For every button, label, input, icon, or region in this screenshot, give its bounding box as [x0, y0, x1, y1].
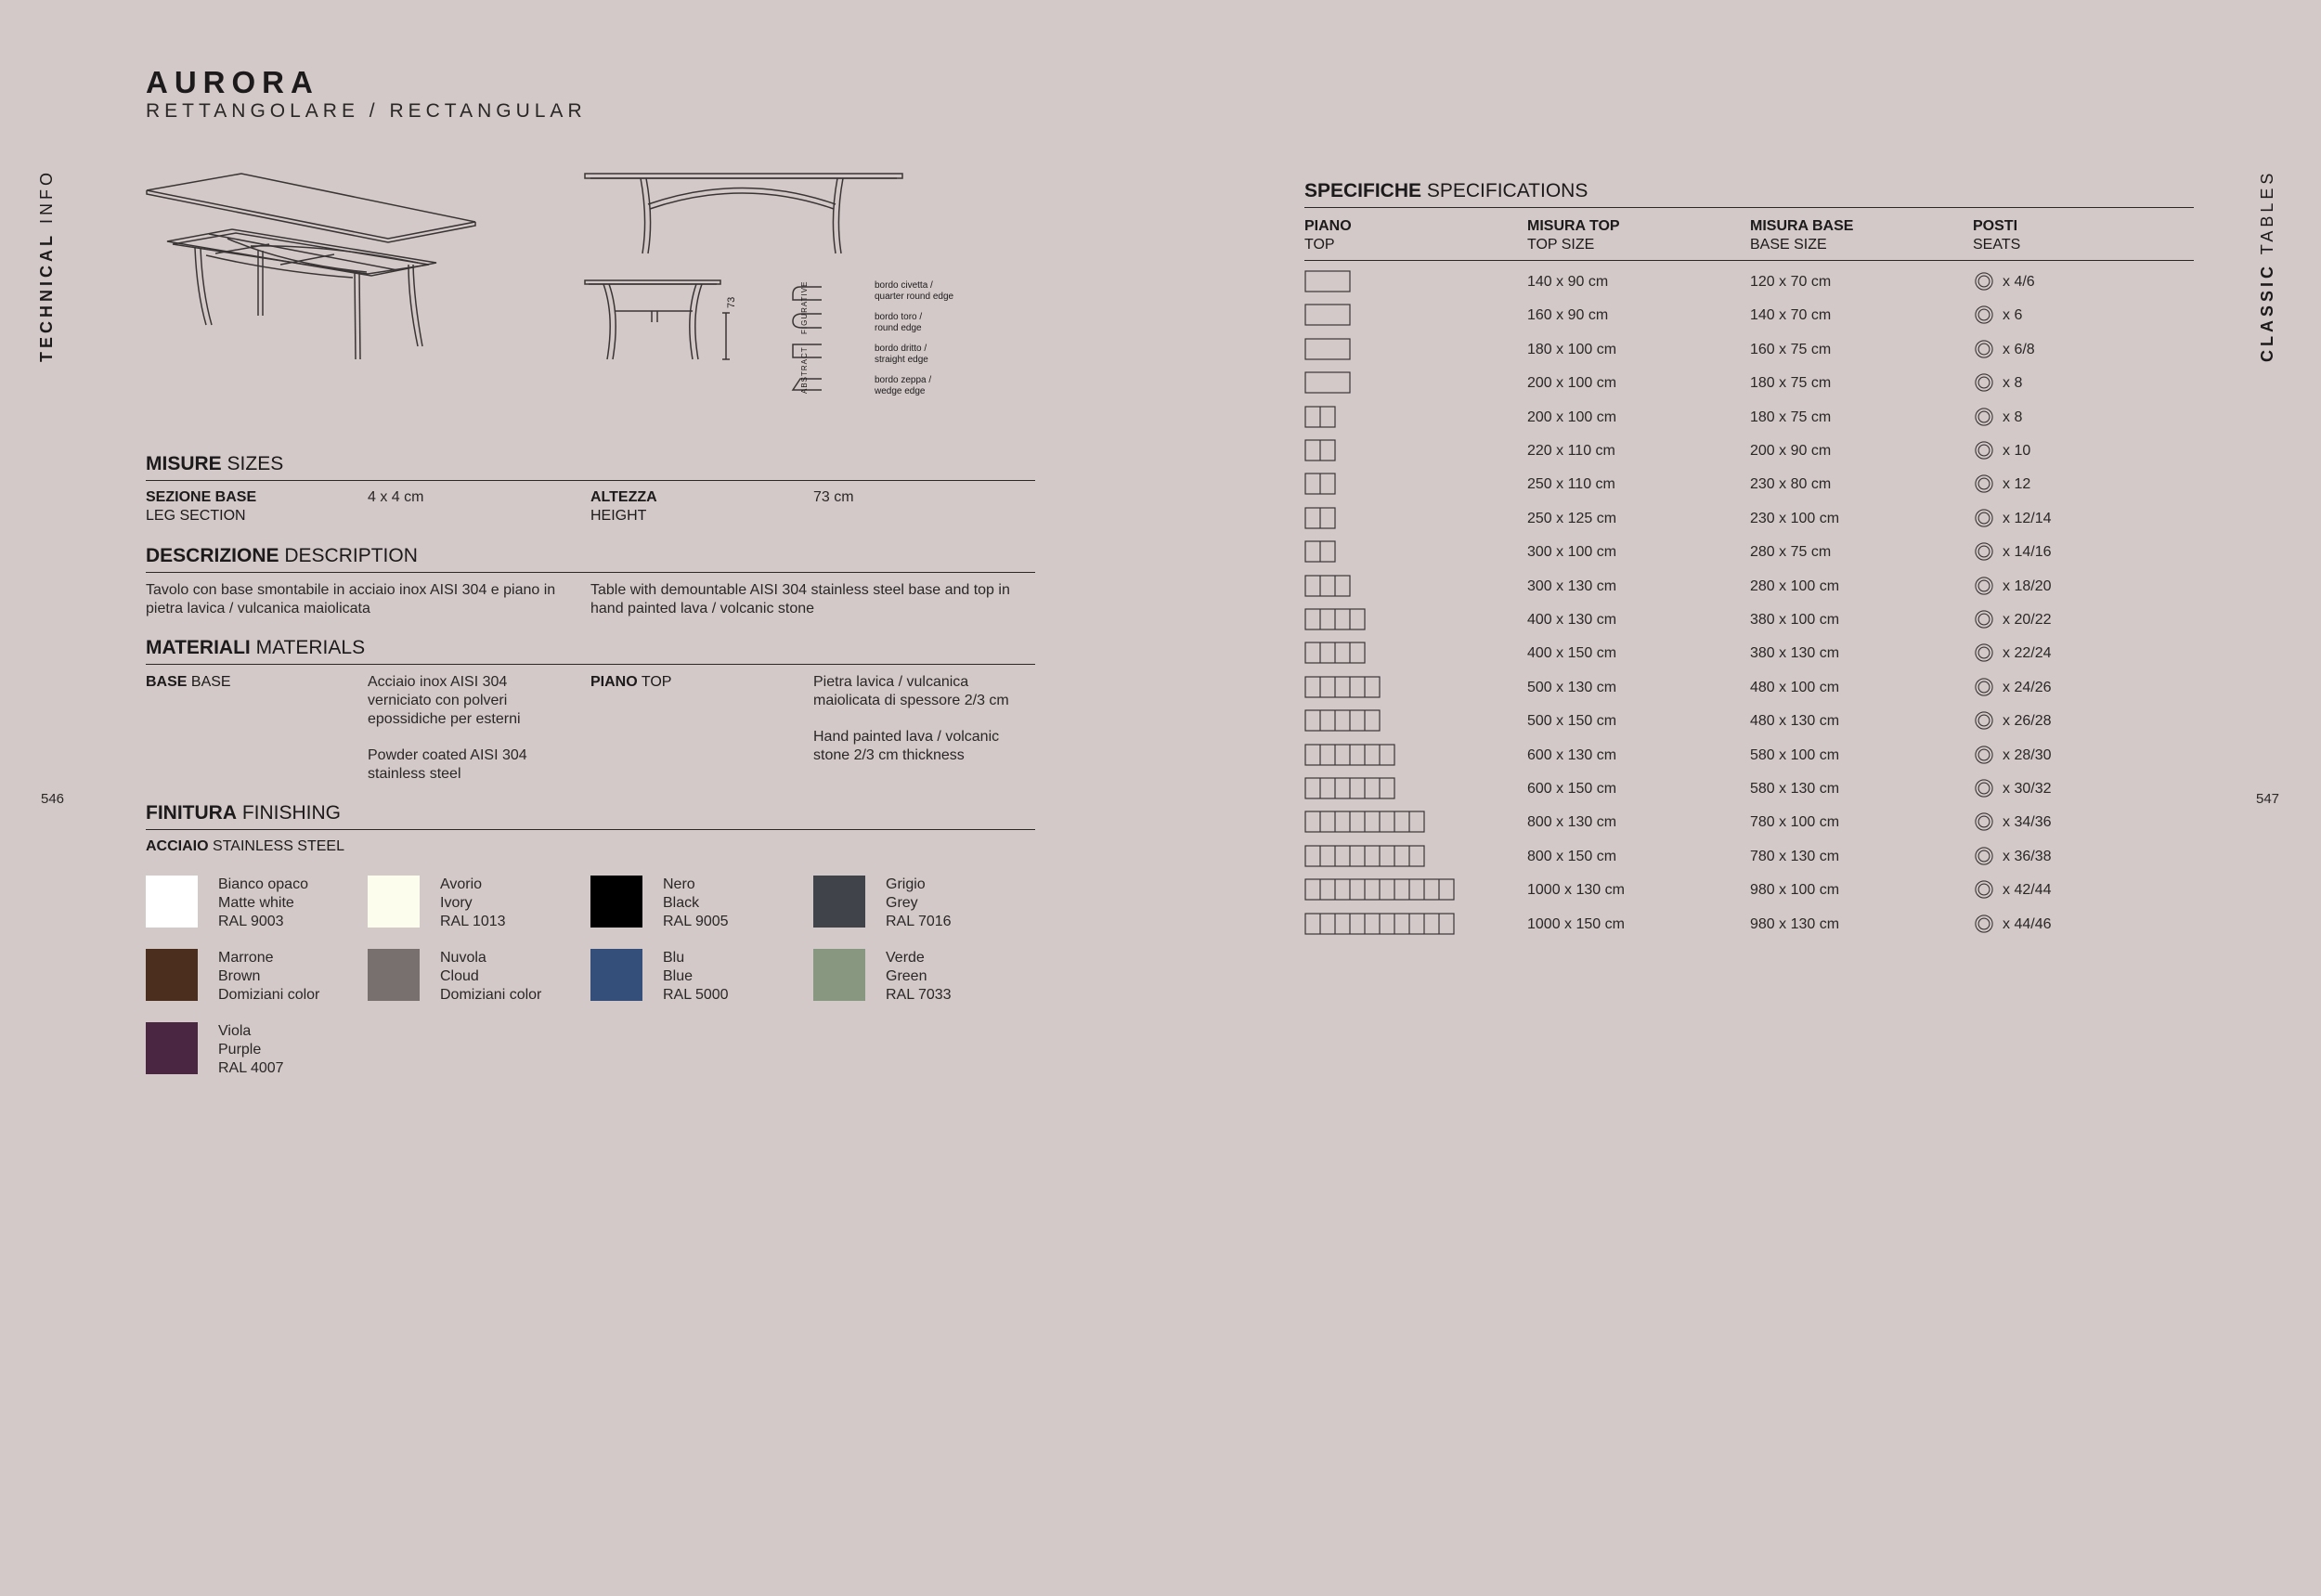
column-header-it: MISURA TOP — [1527, 218, 1620, 234]
edge-label-it: bordo toro / — [875, 312, 923, 322]
column-header — [1304, 217, 1352, 254]
swatch-label-line: Verde — [886, 950, 925, 966]
table-row — [1304, 637, 2196, 670]
color-swatch-label — [218, 1022, 284, 1078]
swatch-label-line: Blue — [663, 968, 694, 984]
edge-label-en: straight edge — [875, 355, 928, 365]
swatch-label-line: Grey — [886, 895, 918, 911]
table-row — [1304, 739, 2196, 772]
page-title: AURORA — [146, 65, 319, 99]
base-material-en: Powder coated AISI 304 stainless steel — [368, 747, 527, 782]
table-row — [1304, 772, 2196, 806]
swatch-label-line: RAL 4007 — [218, 1060, 284, 1076]
label-light: STAINLESS STEEL — [213, 838, 344, 854]
height-value: 73 cm — [813, 489, 854, 505]
edge-label-en: wedge edge — [875, 386, 926, 396]
label-en: LEG SECTION — [146, 508, 246, 524]
color-swatch-label — [886, 876, 952, 931]
top-shape-icon — [1304, 811, 1425, 835]
heading-bold: MISURE — [146, 453, 222, 474]
top-size-cell: 250 x 110 cm — [1527, 476, 1615, 493]
top-shape-icon — [1304, 304, 1351, 328]
color-swatch-label — [218, 949, 319, 1005]
color-swatch — [813, 949, 865, 1001]
seats-cell: x 42/44 — [2003, 882, 2052, 899]
label-bold: BASE — [146, 674, 188, 690]
seats-cell: x 4/6 — [2003, 274, 2035, 290]
swatch-label-line: Grigio — [886, 876, 926, 892]
side-label-classic-tables — [2258, 170, 2277, 362]
table-row — [1304, 806, 2196, 839]
seat-icon — [1975, 577, 1993, 595]
seat-icon — [1975, 610, 1993, 629]
top-size-cell: 1000 x 130 cm — [1527, 882, 1625, 899]
base-size-cell: 280 x 100 cm — [1750, 577, 1840, 594]
seat-icon — [1975, 678, 1993, 696]
seat-icon — [1975, 305, 1993, 324]
swatch-label-line: Marrone — [218, 950, 274, 966]
seats-cell: x 18/20 — [2003, 577, 2052, 594]
table-row — [1304, 536, 2196, 569]
color-swatch — [813, 876, 865, 928]
top-size-cell: 600 x 150 cm — [1527, 781, 1617, 797]
top-shape-icon — [1304, 507, 1336, 531]
seats-cell: x 12/14 — [2003, 510, 2052, 526]
seat-icon — [1975, 474, 1993, 493]
top-material-it: Pietra lavica / vulcanica maiolicata di spessore 2/3 cm — [813, 674, 1009, 708]
seat-icon — [1975, 542, 1993, 561]
top-size-cell: 200 x 100 cm — [1527, 409, 1617, 425]
seat-icon — [1975, 812, 1993, 831]
seats-cell: x 8 — [2003, 375, 2023, 392]
color-swatch-label — [440, 876, 506, 931]
column-header-en: TOP — [1304, 237, 1335, 253]
specs-header-row — [1304, 215, 2194, 261]
top-size-cell: 600 x 130 cm — [1527, 746, 1617, 763]
swatch-label-line: Cloud — [440, 968, 479, 984]
swatch-label-line: Brown — [218, 968, 261, 984]
base-label — [146, 673, 231, 692]
seat-icon — [1975, 340, 1993, 358]
top-size-cell: 140 x 90 cm — [1527, 274, 1609, 290]
swatch-label-line: RAL 9005 — [663, 914, 729, 929]
swatch-label-line: Avorio — [440, 876, 483, 892]
table-perspective-drawing — [147, 174, 475, 359]
leg-section-label — [146, 488, 256, 526]
height-label — [590, 488, 657, 526]
color-swatch-label — [440, 949, 541, 1005]
base-size-cell: 120 x 70 cm — [1750, 274, 1832, 290]
seat-icon — [1975, 779, 1993, 798]
group-label-figurative: FIGURATIVE — [800, 280, 809, 334]
swatch-label-line: Ivory — [440, 895, 473, 911]
color-swatch — [368, 949, 420, 1001]
swatch-label-line: Bianco opaco — [218, 876, 308, 892]
base-size-cell: 980 x 130 cm — [1750, 915, 1840, 932]
column-header — [1973, 217, 2020, 254]
base-size-cell: 200 x 90 cm — [1750, 443, 1832, 459]
top-size-cell: 250 x 125 cm — [1527, 510, 1617, 526]
base-size-cell: 180 x 75 cm — [1750, 409, 1832, 425]
edge-label-en: quarter round edge — [875, 292, 954, 302]
heading-bold: FINITURA — [146, 802, 237, 824]
heading-bold: MATERIALI — [146, 637, 251, 658]
top-size-cell: 400 x 150 cm — [1527, 645, 1617, 662]
swatch-label-line: RAL 7016 — [886, 914, 952, 929]
color-swatch — [146, 876, 198, 928]
seat-icon — [1975, 373, 1993, 392]
color-swatch-label — [663, 876, 729, 931]
label-light: BASE — [190, 674, 231, 690]
leg-section-value: 4 x 4 cm — [368, 489, 424, 505]
top-material-en: Hand painted lava / volcanic stone 2/3 cm thickness — [813, 729, 1000, 763]
base-size-cell: 230 x 80 cm — [1750, 476, 1832, 493]
table-row — [1304, 874, 2196, 907]
top-size-cell: 400 x 130 cm — [1527, 612, 1617, 628]
edge-label-it: bordo civetta / — [875, 280, 933, 291]
heading-bold: SPECIFICHE — [1304, 180, 1422, 201]
side-label-light: TABLES — [2258, 169, 2276, 255]
top-size-cell: 500 x 150 cm — [1527, 713, 1617, 730]
seat-icon — [1975, 746, 1993, 764]
seats-cell: x 12 — [2003, 476, 2031, 493]
swatch-label-line: RAL 7033 — [886, 987, 952, 1003]
column-header-it: PIANO — [1304, 218, 1352, 234]
edge-label — [875, 344, 928, 366]
table-row — [1304, 266, 2196, 299]
description-en: Table with demountable AISI 304 stainless steel base and top in hand painted lava / volcanic stone — [590, 582, 1010, 616]
side-label-light: INFO — [37, 168, 56, 224]
heading-light: DESCRIPTION — [284, 545, 418, 566]
heading-bold: DESCRIZIONE — [146, 545, 279, 566]
heading-light: SPECIFICATIONS — [1426, 180, 1588, 201]
top-shape-icon — [1304, 744, 1395, 768]
page-number-right: 547 — [2256, 791, 2280, 807]
top-shape-icon — [1304, 575, 1351, 599]
table-row — [1304, 502, 2196, 536]
swatch-label-line: RAL 5000 — [663, 987, 729, 1003]
swatch-label-line: Domiziani color — [440, 987, 542, 1003]
heading-light: SIZES — [227, 453, 284, 474]
edge-label-en: round edge — [875, 323, 922, 333]
side-label-bold: TECHNICAL — [37, 232, 56, 362]
seats-cell: x 26/28 — [2003, 713, 2052, 730]
table-row — [1304, 435, 2196, 468]
table-front-elevation — [585, 280, 730, 359]
base-size-cell: 180 x 75 cm — [1750, 375, 1832, 392]
color-swatch — [590, 949, 642, 1001]
top-size-cell: 300 x 130 cm — [1527, 577, 1617, 594]
table-row — [1304, 908, 2196, 941]
base-material-it: Acciaio inox AISI 304 verniciato con polveri epossidiche per esterni — [368, 674, 521, 727]
seat-icon — [1975, 441, 1993, 460]
seats-cell: x 6 — [2003, 307, 2023, 324]
seats-cell: x 28/30 — [2003, 746, 2052, 763]
seats-cell: x 44/46 — [2003, 915, 2052, 932]
color-swatch — [146, 949, 198, 1001]
seats-cell: x 30/32 — [2003, 781, 2052, 797]
table-row — [1304, 570, 2196, 603]
seats-cell: x 6/8 — [2003, 341, 2035, 357]
color-swatch-label — [218, 876, 308, 931]
label-bold: PIANO — [590, 674, 638, 690]
table-side-elevation — [585, 174, 902, 253]
top-shape-icon — [1304, 709, 1381, 733]
swatch-label-line: RAL 9003 — [218, 914, 284, 929]
base-size-cell: 480 x 130 cm — [1750, 713, 1840, 730]
swatch-label-line: Purple — [218, 1042, 262, 1058]
specifications-heading — [1304, 180, 2194, 208]
seats-cell: x 22/24 — [2003, 645, 2052, 662]
table-row — [1304, 840, 2196, 874]
side-label-technical-info — [37, 169, 57, 362]
top-shape-icon — [1304, 608, 1366, 632]
edge-label — [875, 280, 953, 303]
seat-icon — [1975, 272, 1993, 291]
label-en: HEIGHT — [590, 508, 647, 524]
base-size-cell: 780 x 130 cm — [1750, 848, 1840, 864]
seat-icon — [1975, 880, 1993, 899]
page-subtitle: RETTANGOLARE / RECTANGULAR — [146, 100, 587, 122]
heading-light: FINISHING — [241, 802, 342, 824]
seat-icon — [1975, 847, 1993, 865]
label-it: ALTEZZA — [590, 489, 657, 505]
base-size-cell: 780 x 100 cm — [1750, 814, 1840, 831]
base-size-cell: 580 x 130 cm — [1750, 781, 1840, 797]
column-header-it: MISURA BASE — [1750, 218, 1854, 234]
label-light: TOP — [641, 674, 672, 690]
column-header-en: BASE SIZE — [1750, 237, 1827, 253]
table-row — [1304, 299, 2196, 332]
table-row — [1304, 705, 2196, 738]
seat-icon — [1975, 509, 1993, 527]
top-shape-icon — [1304, 540, 1336, 564]
materials-heading — [146, 637, 1035, 665]
swatch-label-line: Blu — [663, 950, 685, 966]
swatch-label-line: Domiziani color — [218, 987, 320, 1003]
top-shape-icon — [1304, 439, 1336, 463]
seats-cell: x 24/26 — [2003, 679, 2052, 695]
top-shape-icon — [1304, 338, 1351, 362]
column-header — [1750, 217, 1853, 254]
finishing-subheading — [146, 837, 344, 856]
base-size-cell: 280 x 75 cm — [1750, 544, 1832, 561]
seats-cell: x 14/16 — [2003, 544, 2052, 561]
edge-label-it: bordo zeppa / — [875, 375, 932, 385]
heading-light: MATERIALS — [255, 637, 366, 658]
sizes-heading — [146, 453, 1035, 481]
edge-label — [875, 375, 931, 397]
top-shape-icon — [1304, 406, 1336, 430]
top-shape-icon — [1304, 473, 1336, 497]
top-shape-icon — [1304, 913, 1455, 937]
top-size-cell: 800 x 150 cm — [1527, 848, 1617, 864]
table-row — [1304, 333, 2196, 367]
top-shape-icon — [1304, 845, 1425, 869]
column-header-en: TOP SIZE — [1527, 237, 1595, 253]
swatch-label-line: Matte white — [218, 895, 294, 911]
top-shape-icon — [1304, 676, 1381, 700]
base-size-cell: 480 x 100 cm — [1750, 679, 1840, 695]
edge-label-it: bordo dritto / — [875, 344, 927, 354]
seats-cell: x 10 — [2003, 443, 2031, 459]
top-label — [590, 673, 671, 692]
color-swatch-label — [663, 949, 729, 1005]
base-size-cell: 380 x 130 cm — [1750, 645, 1840, 662]
top-shape-icon — [1304, 371, 1351, 396]
swatch-label-line: Nuvola — [440, 950, 486, 966]
seats-cell: x 34/36 — [2003, 814, 2052, 831]
seat-icon — [1975, 711, 1993, 730]
seats-cell: x 36/38 — [2003, 848, 2052, 864]
column-header-en: SEATS — [1973, 237, 2021, 253]
swatch-label-line: Nero — [663, 876, 695, 892]
base-size-cell: 380 x 100 cm — [1750, 612, 1840, 628]
top-size-cell: 300 x 100 cm — [1527, 544, 1617, 561]
group-label-abstract: ABSTRACT — [800, 346, 809, 394]
seats-cell: x 8 — [2003, 409, 2023, 425]
seat-icon — [1975, 643, 1993, 662]
seat-icon — [1975, 915, 1993, 933]
top-shape-icon — [1304, 777, 1395, 801]
swatch-label-line: Green — [886, 968, 927, 984]
base-size-cell: 580 x 100 cm — [1750, 746, 1840, 763]
table-row — [1304, 367, 2196, 400]
page-number-left: 546 — [41, 791, 65, 807]
column-header — [1527, 217, 1620, 254]
top-size-cell: 1000 x 150 cm — [1527, 915, 1625, 932]
dimension-label: 73 — [726, 296, 737, 308]
seat-icon — [1975, 408, 1993, 426]
edge-label — [875, 312, 922, 334]
seats-cell: x 20/22 — [2003, 612, 2052, 628]
top-size-cell: 160 x 90 cm — [1527, 307, 1609, 324]
swatch-label-line: RAL 1013 — [440, 914, 506, 929]
color-swatch — [146, 1022, 198, 1074]
top-size-cell: 180 x 100 cm — [1527, 341, 1617, 357]
table-row — [1304, 468, 2196, 501]
top-size-cell: 220 x 110 cm — [1527, 443, 1615, 459]
top-size-cell: 200 x 100 cm — [1527, 375, 1617, 392]
table-row — [1304, 603, 2196, 637]
description-it: Tavolo con base smontabile in acciaio inox AISI 304 e piano in pietra lavica / vulcanica maiolicata — [146, 582, 556, 616]
table-row — [1304, 401, 2196, 435]
table-row — [1304, 671, 2196, 705]
swatch-label-line: Viola — [218, 1023, 252, 1039]
base-size-cell: 980 x 100 cm — [1750, 882, 1840, 899]
label-bold: ACCIAIO — [146, 838, 209, 854]
column-header-it: POSTI — [1973, 218, 2018, 234]
base-size-cell: 160 x 75 cm — [1750, 341, 1832, 357]
description-heading — [146, 545, 1035, 573]
top-shape-icon — [1304, 878, 1455, 902]
base-size-cell: 140 x 70 cm — [1750, 307, 1832, 324]
label-it: SEZIONE BASE — [146, 489, 257, 505]
color-swatch — [368, 876, 420, 928]
top-size-cell: 500 x 130 cm — [1527, 679, 1617, 695]
swatch-label-line: Black — [663, 895, 700, 911]
top-shape-icon — [1304, 270, 1351, 294]
top-shape-icon — [1304, 642, 1366, 666]
top-size-cell: 800 x 130 cm — [1527, 814, 1617, 831]
color-swatch — [590, 876, 642, 928]
side-label-bold: CLASSIC — [2258, 262, 2276, 362]
finishing-heading — [146, 802, 1035, 830]
base-size-cell: 230 x 100 cm — [1750, 510, 1840, 526]
color-swatch-label — [886, 949, 952, 1005]
